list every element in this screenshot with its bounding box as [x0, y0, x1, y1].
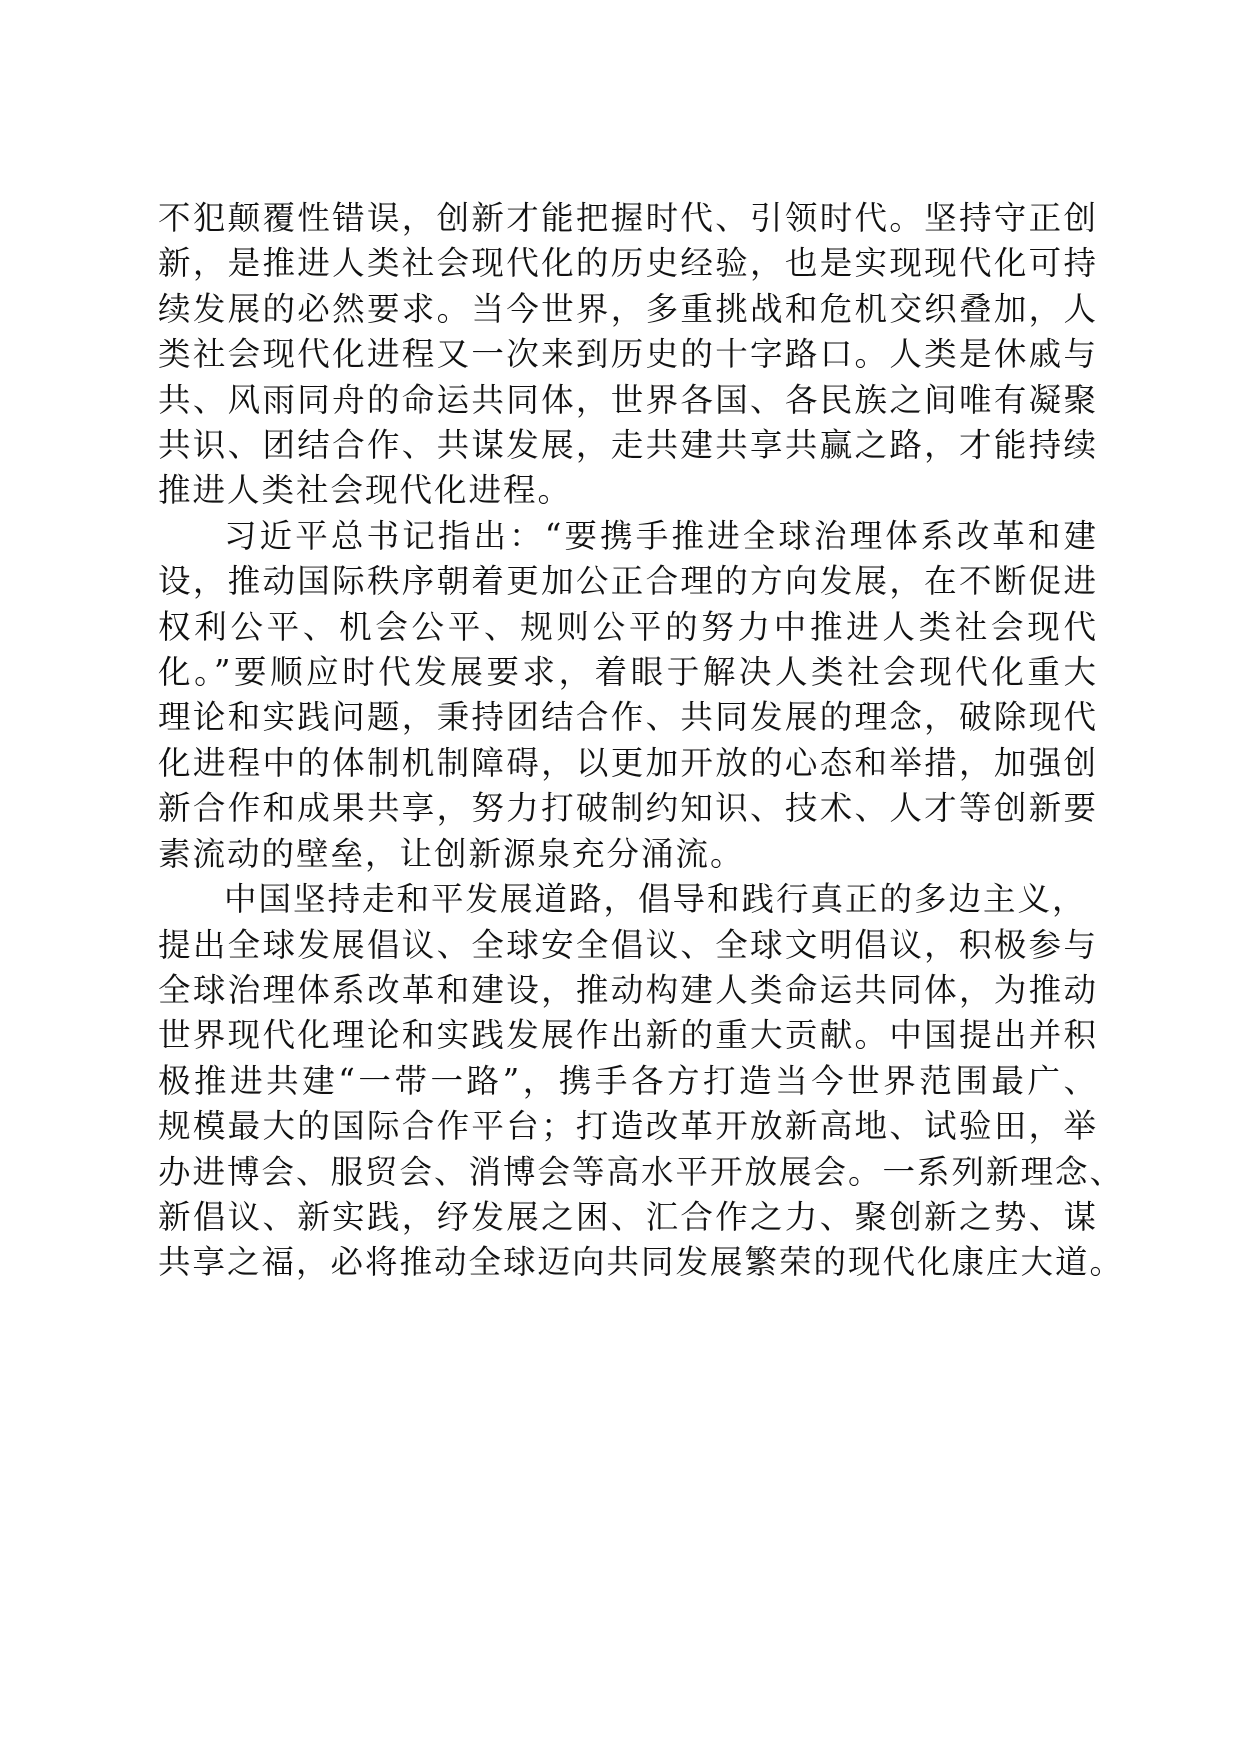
paragraph-1-line: 新，是推进人类社会现代化的历史经验，也是实现现代化可持	[158, 244, 1098, 283]
paragraph-2-line: 化。”要顺应时代发展要求，着眼于解决人类社会现代化重大	[158, 653, 1098, 692]
paragraph-1-line: 共、风雨同舟的命运共同体，世界各国、各民族之间唯有凝聚	[158, 380, 1098, 419]
paragraph-1-line: 推进人类社会现代化进程。	[158, 471, 573, 510]
paragraph-2-line: 素流动的壁垒，让创新源泉充分涌流。	[158, 834, 745, 873]
paragraph-2-line: 新合作和成果共享，努力打破制约知识、技术、人才等创新要	[158, 789, 1098, 828]
paragraph-2-line: 理论和实践问题，秉持团结合作、共同发展的理念，破除现代	[158, 698, 1098, 737]
paragraph-2-line: 习近平总书记指出：“要携手推进全球治理体系改革和建	[224, 516, 1098, 555]
paragraph-3-line: 规模最大的国际合作平台；打造改革开放新高地、试验田，举	[158, 1107, 1098, 1146]
paragraph-2-line: 设，推动国际秩序朝着更加公正合理的方向发展，在不断促进	[158, 562, 1098, 601]
paragraph-3-line: 提出全球发展倡议、全球安全倡议、全球文明倡议，积极参与	[158, 925, 1098, 964]
paragraph-3-line: 新倡议、新实践，纾发展之困、汇合作之力、聚创新之势、谋	[158, 1197, 1098, 1236]
paragraph-3-line: 办进博会、服贸会、消博会等高水平开放展会。一系列新理念、	[158, 1152, 1125, 1191]
paragraph-2-line: 化进程中的体制机制障碍，以更加开放的心态和举措，加强创	[158, 743, 1098, 782]
paragraph-1-line: 续发展的必然要求。当今世界，多重挑战和危机交织叠加，人	[158, 289, 1098, 328]
paragraph-3-line: 极推进共建“一带一路”，携手各方打造当今世界范围最广、	[158, 1061, 1098, 1100]
paragraph-3-line: 世界现代化理论和实践发展作出新的重大贡献。中国提出并积	[158, 1016, 1098, 1055]
paragraph-1-line: 共识、团结合作、共谋发展，走共建共享共赢之路，才能持续	[158, 426, 1098, 465]
paragraph-1-line: 不犯颠覆性错误，创新才能把握时代、引领时代。坚持守正创	[158, 199, 1098, 237]
paragraph-2-line: 权利公平、机会公平、规则公平的努力中推进人类社会现代	[158, 607, 1098, 646]
body-text	[158, 196, 1125, 1286]
paragraph-3-line: 共享之福，必将推动全球迈向共同发展繁荣的现代化康庄大道。	[158, 1243, 1125, 1282]
paragraph-1-line: 类社会现代化进程又一次来到历史的十字路口。人类是休戚与	[158, 335, 1098, 374]
paragraph-3-line: 中国坚持走和平发展道路，倡导和践行真正的多边主义，	[224, 880, 1087, 919]
paragraph-3-line: 全球治理体系改革和建设，推动构建人类命运共同体，为推动	[158, 970, 1098, 1009]
